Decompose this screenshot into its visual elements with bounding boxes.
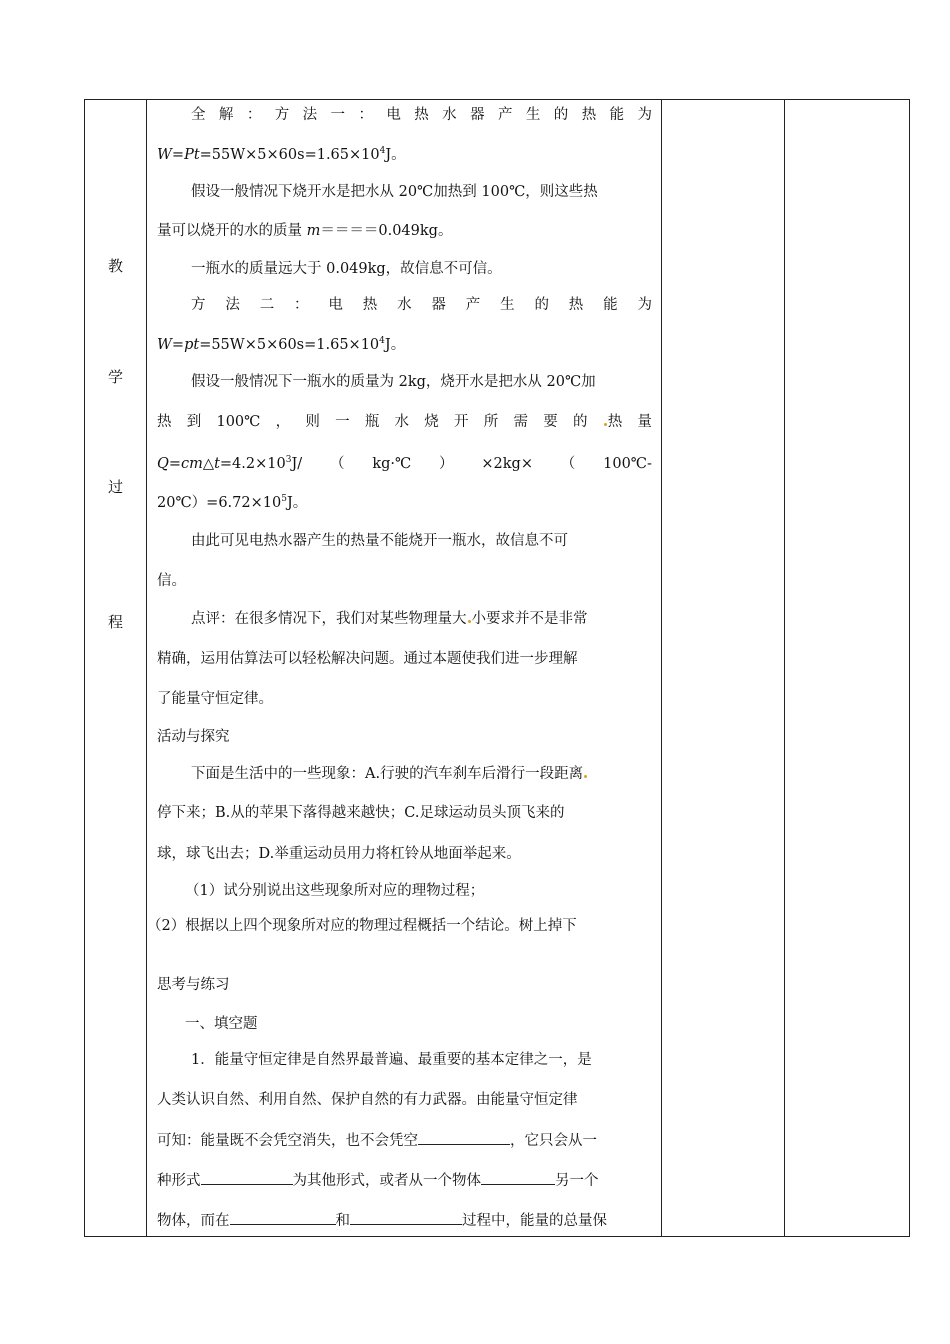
column-divider-3 bbox=[784, 100, 785, 1236]
method2-conclusion-line2: 信。 bbox=[157, 573, 186, 589]
practice-section: 一、填空题 bbox=[185, 1016, 258, 1032]
side-label-char-2: 学 bbox=[107, 368, 123, 386]
side-label-char-3: 过 bbox=[107, 478, 123, 496]
activity-line1: 下面是生活中的一些现象：A.行驶的汽车刹车后滑行一段距离 bbox=[157, 764, 652, 784]
method2-q-formula: $Q=cm\triangle t=4.2\times 10^3J/$ （ kg·℃ ） ×2kg× （ 100℃- bbox=[157, 455, 652, 472]
comment-line1: 点评：在很多情况下，我们对某些物理量大 小要求并不是非常 bbox=[191, 611, 588, 627]
comment-line2: 精确，运用估算法可以轻松解决问题。通过本题使我们进一步理解 bbox=[157, 651, 578, 667]
blank-2[interactable] bbox=[201, 1170, 293, 1185]
practice-title: 思考与练习 bbox=[157, 977, 230, 993]
method1-assume-line1: 假设一般情况下烧开水是把水从 20℃加热到 100℃，则这些热 bbox=[191, 184, 598, 200]
method1-conclusion: 一瓶水的质量远大于 0.049kg，故信息不可信。 bbox=[191, 261, 502, 277]
method1-formula: $W=Pt=55W\times 5\times 60s=1.65\times 10^4J$。 bbox=[157, 146, 406, 163]
item1-line4: 种形式 为其他形式，或者从一个物体 另一个 bbox=[157, 1170, 652, 1191]
item1-line5: 物体，而在 和 过程中，能量的总量保 bbox=[157, 1210, 652, 1231]
lesson-table bbox=[84, 99, 910, 1237]
method2-q-result: $20℃)=6.72\times 10^5J$。 bbox=[157, 494, 308, 511]
blank-5[interactable] bbox=[350, 1210, 462, 1225]
column-divider-2 bbox=[661, 100, 662, 1236]
item1-line2: 人类认识自然、利用自然、保护自然的有力武器。由能量守恒定律 bbox=[157, 1092, 578, 1108]
side-label-char-4: 程 bbox=[107, 613, 123, 631]
method2-heading: 方 法 二 ： 电 热 水 器 产 生 的 热 能 为 bbox=[191, 297, 652, 313]
blank-3[interactable] bbox=[481, 1170, 555, 1185]
blank-1[interactable] bbox=[418, 1130, 510, 1145]
item1-line3: 可知：能量既不会凭空消失，也不会凭空 ，它只会从一 bbox=[157, 1130, 652, 1151]
side-label-char-1: 教 bbox=[107, 257, 123, 275]
activity-question1: （1）试分别说出这些现象所对应的理物过程； bbox=[185, 883, 485, 899]
activity-title: 活动与探究 bbox=[157, 729, 230, 745]
activity-line2: 停下来；B.从的苹果下落得越来越快；C.足球运动员头顶飞来的 bbox=[157, 805, 565, 821]
activity-line3: 球，球飞出去；D.举重运动员用力将杠铃从地面举起来。 bbox=[157, 846, 521, 862]
column-divider-1 bbox=[146, 100, 147, 1236]
method2-heat-line: 热 到 100℃ ， 则 一 瓶 水 烧 开 所 需 要 的 热 量 bbox=[157, 414, 652, 430]
method1-assume-line2: 量可以烧开的水的质量 m＝＝＝＝0.049kg。 bbox=[157, 223, 453, 239]
method2-conclusion-line1: 由此可见电热水器产生的热量不能烧开一瓶水，故信息不可 bbox=[191, 533, 568, 549]
method2-assume-line1: 假设一般情况下一瓶水的质量为 2kg，烧开水是把水从 20℃加 bbox=[191, 374, 596, 390]
method1-heading: 全 解 ： 方 法 一 ： 电 热 水 器 产 生 的 热 能 为 bbox=[191, 107, 652, 123]
activity-question2: （2）根据以上四个现象所对应的物理过程概括一个结论。树上掉下 bbox=[147, 918, 577, 934]
comment-line3: 了能量守恒定律。 bbox=[157, 691, 273, 707]
blank-4[interactable] bbox=[230, 1210, 336, 1225]
item1-line1: 1．能量守恒定律是自然界最普遍、最重要的基本定律之一，是 bbox=[191, 1052, 592, 1068]
method2-formula: $W=pt=55W\times 5\times 60s=1.65\times 10^4J$。 bbox=[157, 336, 406, 353]
